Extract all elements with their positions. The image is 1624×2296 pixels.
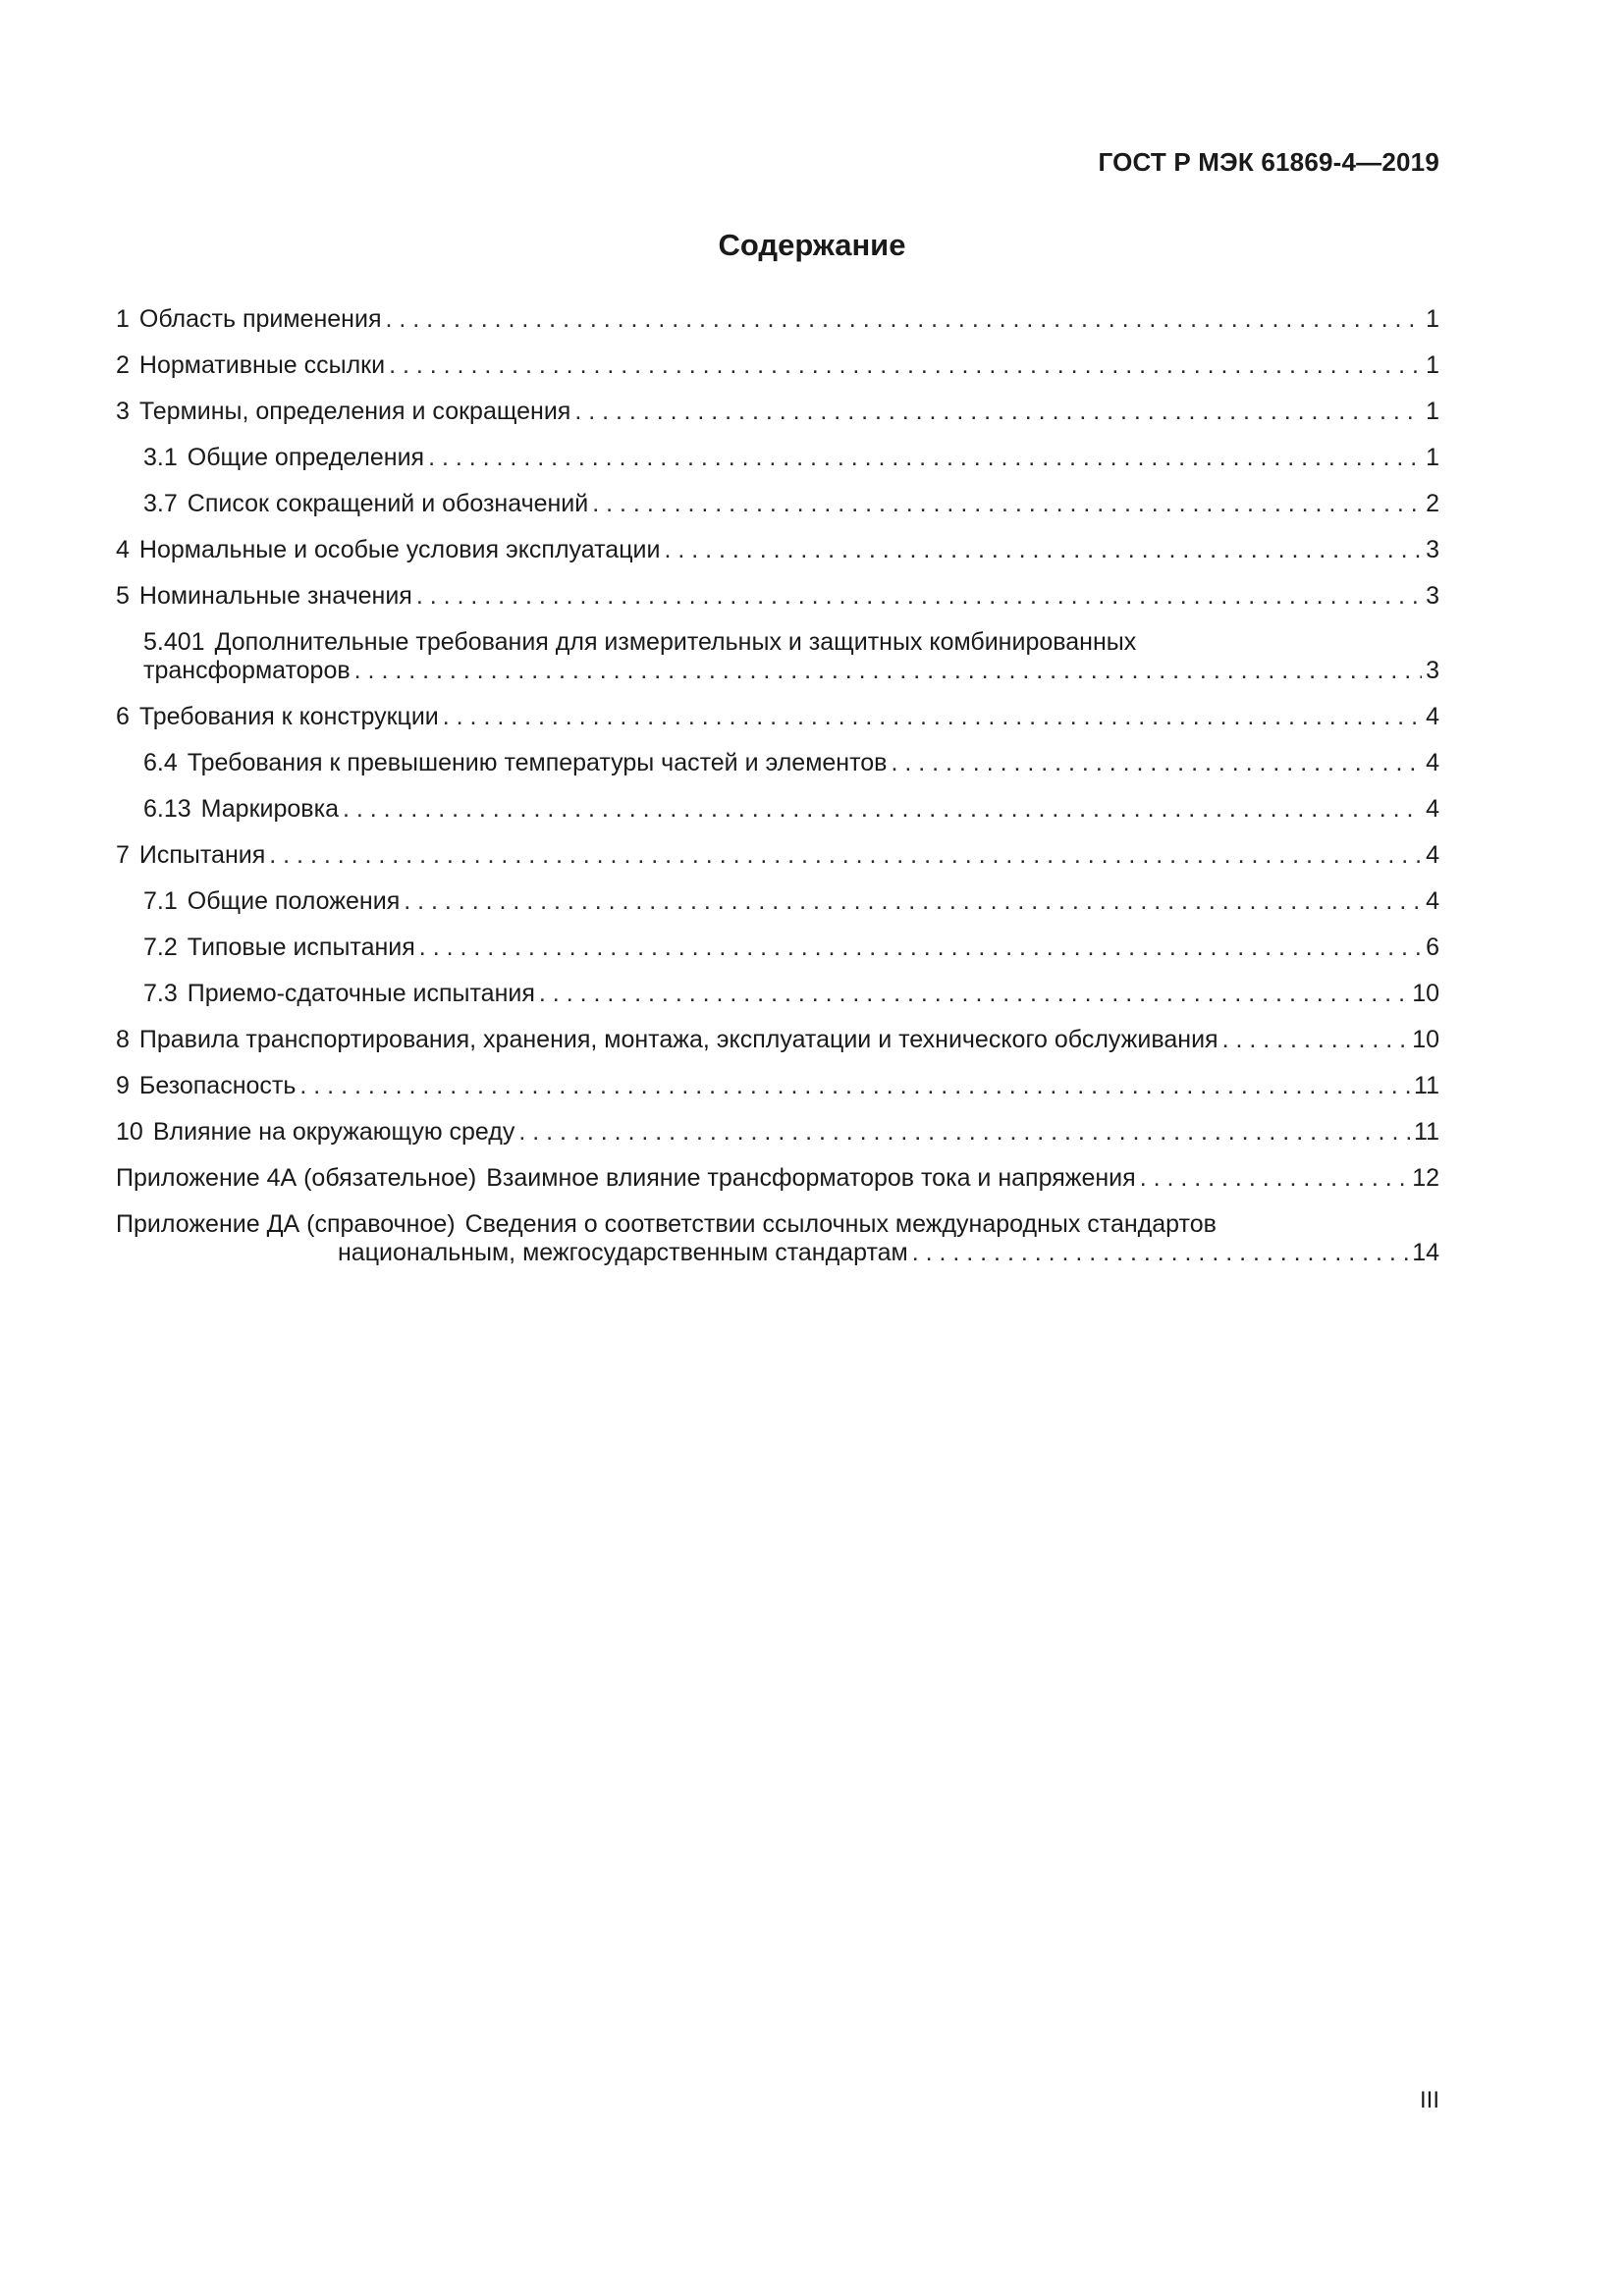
toc-entry-page: 12 [1412, 1164, 1439, 1192]
toc-entry-title: Маркировка [200, 795, 339, 823]
toc-entry-page: 1 [1426, 444, 1439, 471]
document-code-header: ГОСТ Р МЭК 61869-4—2019 [1098, 147, 1439, 177]
table-of-contents [116, 305, 1439, 1285]
toc-entry-title: Испытания [138, 841, 266, 869]
toc-subentry[interactable] [116, 980, 1439, 1008]
toc-entry[interactable] [116, 703, 1439, 731]
toc-entry[interactable] [116, 841, 1439, 870]
toc-leader-dots [1140, 1164, 1409, 1193]
toc-leader-dots [269, 841, 1422, 870]
toc-entry[interactable] [116, 582, 1439, 611]
toc-entry-title: Список сокращений и обозначений [187, 490, 589, 517]
toc-entry[interactable] [116, 398, 1439, 426]
toc-leader-dots [1222, 1026, 1409, 1054]
toc-annex-entry[interactable] [116, 1210, 1439, 1267]
toc-entry-number: 7 [116, 841, 130, 869]
toc-entry-number: 5.401 [143, 628, 205, 656]
toc-leader-dots [299, 1072, 1410, 1100]
toc-entry-last-line [143, 657, 1439, 685]
toc-entry-page: 3 [1426, 657, 1439, 684]
toc-entry-number: 6 [116, 703, 130, 730]
toc-entry[interactable] [116, 1026, 1439, 1054]
toc-entry-page: 10 [1412, 1026, 1439, 1053]
toc-entry-title: Общие определения [187, 444, 425, 471]
toc-subentry[interactable] [116, 749, 1439, 777]
toc-leader-dots [664, 536, 1422, 564]
toc-title: Содержание [718, 228, 906, 262]
toc-entry-last-line [116, 1239, 1439, 1267]
toc-entry-title: Безопасность [138, 1072, 297, 1099]
toc-entry-number: 5 [116, 582, 130, 610]
toc-entry-page: 4 [1426, 795, 1439, 823]
toc-leader-dots [385, 305, 1422, 334]
toc-entry-page: 3 [1426, 582, 1439, 610]
toc-entry-title: Требования к конструкции [138, 703, 439, 730]
toc-entry-number: 4 [116, 536, 130, 563]
toc-subentry[interactable] [116, 444, 1439, 472]
toc-entry-page: 1 [1426, 398, 1439, 425]
toc-entry-title: Номинальные значения [138, 582, 412, 610]
toc-entry-title: Требования к превышению температуры частей и элементов [187, 749, 888, 776]
toc-entry-page: 6 [1426, 934, 1439, 961]
toc-leader-dots [428, 444, 1422, 472]
toc-subentry[interactable] [116, 795, 1439, 824]
toc-entry-page: 11 [1414, 1072, 1439, 1099]
toc-leader-dots [539, 980, 1408, 1008]
toc-entry-number: 3.7 [143, 490, 178, 517]
toc-leader-dots [404, 887, 1422, 916]
toc-entry[interactable] [116, 305, 1439, 334]
toc-entry-number: 9 [116, 1072, 130, 1099]
toc-entry-title: Приемо-сдаточные испытания [187, 980, 535, 1007]
toc-entry-title-line2: трансформаторов [143, 657, 351, 684]
toc-entry-number: 6.13 [143, 795, 191, 823]
toc-leader-dots [518, 1118, 1410, 1147]
toc-entry-title-line1: Дополнительные требования для измерительных и защитных комбинированных [214, 628, 1137, 656]
toc-subentry[interactable] [116, 628, 1439, 685]
toc-entry-number: 8 [116, 1026, 130, 1053]
toc-subentry[interactable] [116, 934, 1439, 962]
toc-entry-page: 14 [1412, 1239, 1439, 1266]
toc-leader-dots [891, 749, 1422, 777]
toc-entry-title-line2: национальным, межгосударственным стандартам [338, 1239, 908, 1266]
toc-entry-number: 10 [116, 1118, 143, 1146]
toc-entry-page: 3 [1426, 536, 1439, 563]
toc-annex-entry[interactable] [116, 1164, 1439, 1193]
toc-entry-number: 7.3 [143, 980, 178, 1007]
toc-leader-dots [419, 934, 1422, 962]
toc-entry-page: 2 [1426, 490, 1439, 517]
toc-entry-number: 6.4 [143, 749, 178, 776]
toc-entry-page: 1 [1426, 351, 1439, 379]
toc-entry-title: Нормальные и особые условия эксплуатации [138, 536, 661, 563]
toc-entry-title: Правила транспортирования, хранения, монтажа, эксплуатации и технического обслуживания [138, 1026, 1218, 1053]
toc-annex-label: Приложение 4А (обязательное) [116, 1164, 477, 1192]
toc-entry[interactable] [116, 1118, 1439, 1147]
toc-entry-page: 10 [1412, 980, 1439, 1007]
toc-leader-dots [416, 582, 1422, 611]
toc-subentry[interactable] [116, 490, 1439, 518]
toc-leader-dots [912, 1239, 1408, 1267]
toc-entry-title: Термины, определения и сокращения [138, 398, 571, 425]
toc-entry-title-line1: Сведения о соответствии ссылочных международных стандартов [464, 1210, 1217, 1238]
toc-entry-page: 4 [1426, 749, 1439, 776]
toc-entry-page: 11 [1414, 1118, 1439, 1146]
toc-entry-title: Взаимное влияние трансформаторов тока и напряжения [486, 1164, 1136, 1192]
toc-subentry[interactable] [116, 887, 1439, 916]
toc-entry-title: Область применения [138, 305, 382, 333]
toc-leader-dots [354, 657, 1422, 685]
toc-entry-first-line [116, 1210, 1439, 1239]
toc-entry-number: 1 [116, 305, 130, 333]
toc-entry-page: 4 [1426, 703, 1439, 730]
toc-leader-dots [574, 398, 1422, 426]
toc-leader-dots [592, 490, 1422, 518]
toc-entry-number: 7.1 [143, 887, 178, 915]
toc-entry-first-line [143, 628, 1439, 657]
toc-entry-title: Общие положения [187, 887, 401, 915]
toc-leader-dots [443, 703, 1422, 731]
toc-entry-page: 4 [1426, 887, 1439, 915]
page-number-roman: III [1419, 2087, 1439, 2113]
toc-entry-title: Нормативные ссылки [138, 351, 386, 379]
toc-entry-number: 3.1 [143, 444, 178, 471]
toc-annex-label: Приложение ДА (справочное) [116, 1210, 456, 1238]
toc-entry-number: 2 [116, 351, 130, 379]
toc-entry-title: Влияние на окружающую среду [152, 1118, 515, 1146]
toc-entry-number: 3 [116, 398, 130, 425]
toc-entry[interactable] [116, 536, 1439, 564]
toc-entry-title: Типовые испытания [187, 934, 415, 961]
toc-entry-page: 1 [1426, 305, 1439, 333]
toc-entry[interactable] [116, 1072, 1439, 1100]
toc-entry-page: 4 [1426, 841, 1439, 869]
toc-entry-number: 7.2 [143, 934, 178, 961]
toc-leader-dots [343, 795, 1422, 824]
toc-entry[interactable] [116, 351, 1439, 380]
toc-leader-dots [389, 351, 1422, 380]
